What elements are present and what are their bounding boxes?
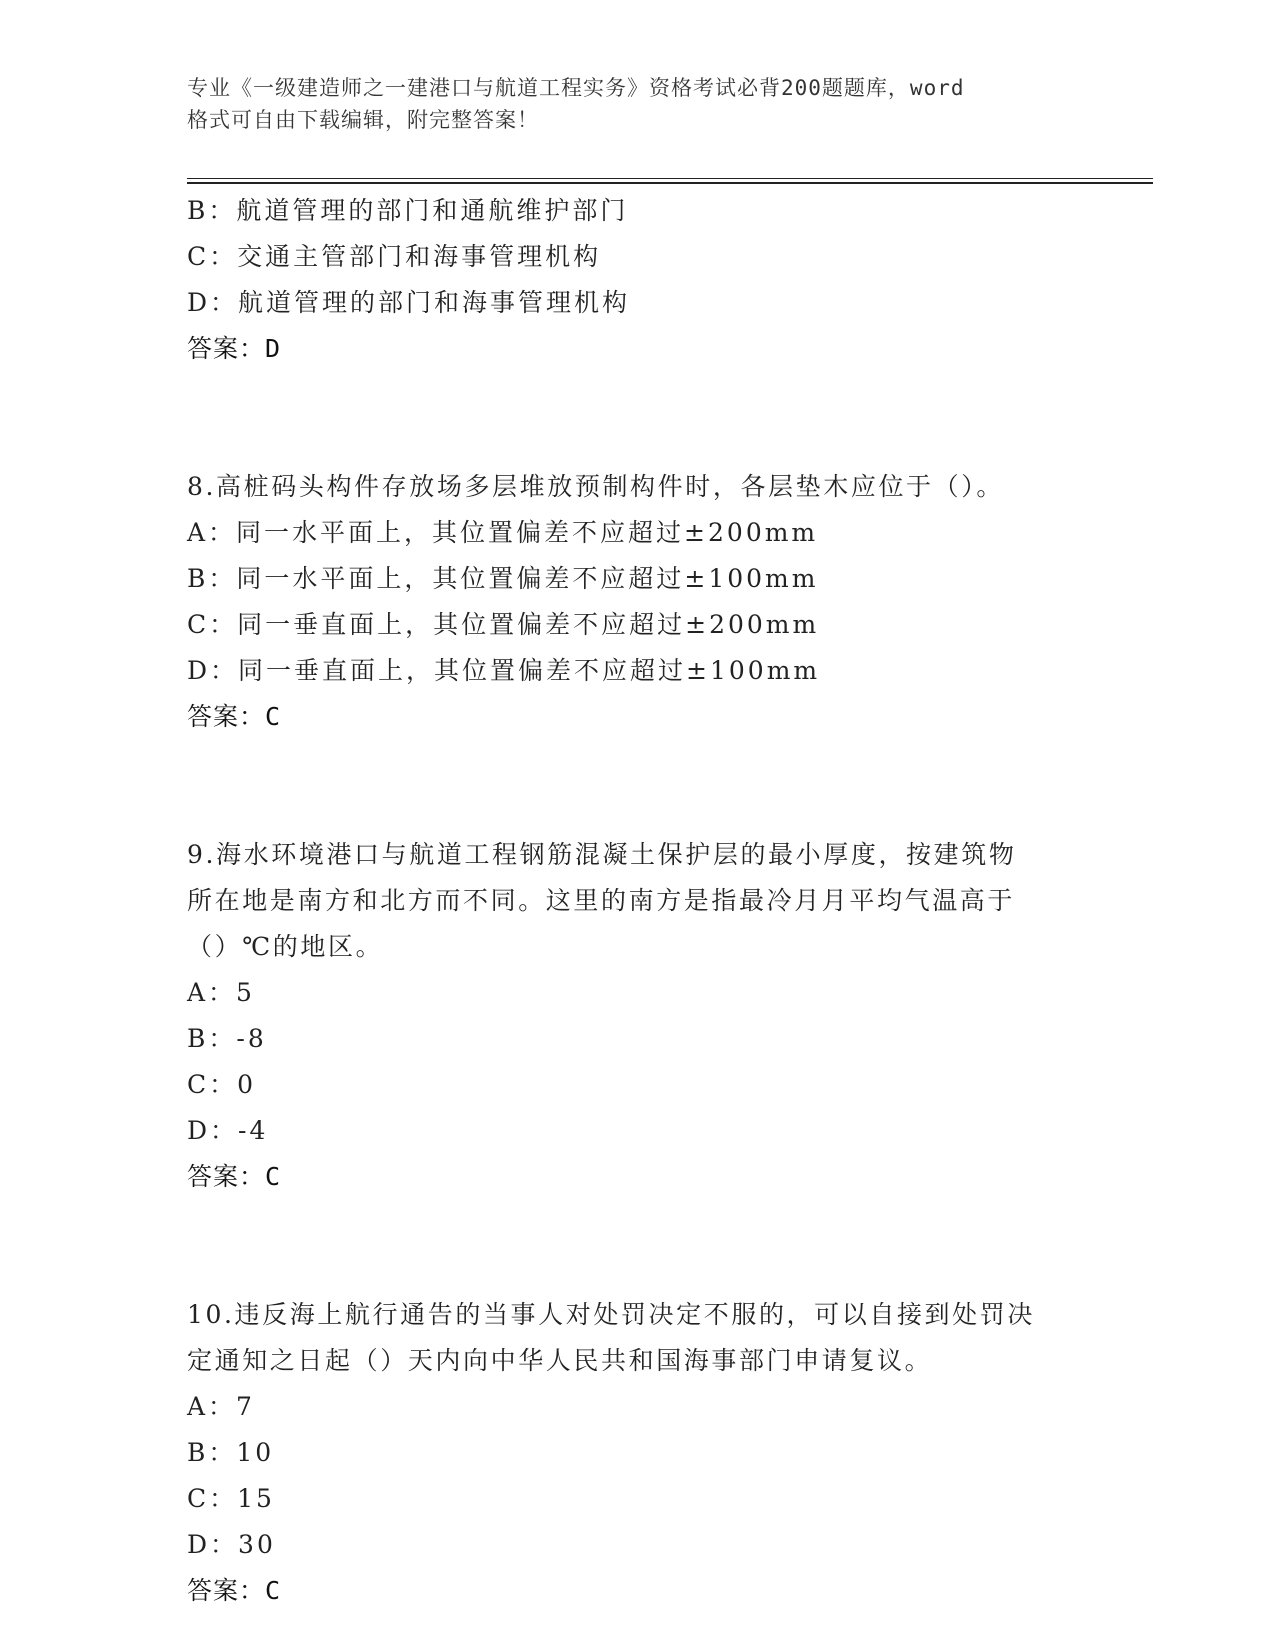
- option-c: C：同一垂直面上，其位置偏差不应超过±200mm: [187, 610, 820, 639]
- question-stem-line-3: （）℃的地区。: [187, 932, 384, 961]
- question-stem-line-2: 所在地是南方和北方而不同。这里的南方是指最冷月月平均气温高于: [187, 886, 1016, 915]
- option-b: B：10: [187, 1438, 275, 1467]
- question-9: [187, 832, 1087, 1200]
- question-stem-line-2: 定通知之日起（）天内向中华人民共和国海事部门申请复议。: [187, 1346, 933, 1375]
- document-header: [187, 72, 1067, 136]
- answer-line: [187, 326, 1087, 372]
- question-content: [187, 188, 1087, 1614]
- option-d: D：30: [187, 1530, 276, 1559]
- header-line-2: 格式可自由下载编辑，附完整答案！: [187, 108, 539, 132]
- option-b: B：同一水平面上，其位置偏差不应超过±100mm: [187, 564, 819, 593]
- option-a: A：同一水平面上，其位置偏差不应超过±200mm: [187, 518, 819, 547]
- header-divider-thick: [187, 182, 1153, 184]
- option-d: D：-4: [187, 1116, 269, 1145]
- question-spacer: [187, 1200, 1087, 1292]
- answer-line: [187, 1568, 1087, 1614]
- option-a: A：5: [187, 978, 255, 1007]
- question-stem-line-1: 9.海水环境港口与航道工程钢筋混凝土保护层的最小厚度，按建筑物: [187, 840, 1017, 869]
- answer-label: 答案：: [187, 1576, 266, 1605]
- question-spacer: [187, 372, 1087, 464]
- header-line-1: 专业《一级建造师之一建港口与航道工程实务》资格考试必背200题题库，word: [187, 76, 965, 100]
- answer-value: D: [265, 334, 282, 363]
- option-d: D：同一垂直面上，其位置偏差不应超过±100mm: [187, 656, 821, 685]
- option-d: D：航道管理的部门和海事管理机构: [187, 288, 631, 317]
- answer-line: [187, 694, 1087, 740]
- answer-label: 答案：: [187, 702, 266, 731]
- option-c: C：0: [187, 1070, 257, 1099]
- option-c: C：15: [187, 1484, 275, 1513]
- question-7-continued: [187, 188, 1087, 372]
- answer-value: C: [265, 702, 282, 731]
- question-stem: 8.高桩码头构件存放场多层堆放预制构件时，各层垫木应位于（）。: [187, 472, 1004, 501]
- option-b: B：航道管理的部门和通航维护部门: [187, 196, 629, 225]
- answer-label: 答案：: [187, 334, 266, 363]
- option-c: C：交通主管部门和海事管理机构: [187, 242, 602, 271]
- answer-value: C: [265, 1162, 282, 1191]
- option-a: A：7: [187, 1392, 255, 1421]
- question-spacer: [187, 740, 1087, 832]
- answer-line: [187, 1154, 1087, 1200]
- question-8: [187, 464, 1087, 740]
- option-b: B：-8: [187, 1024, 267, 1053]
- answer-value: C: [265, 1576, 282, 1605]
- answer-label: 答案：: [187, 1162, 266, 1191]
- question-stem-line-1: 10.违反海上航行通告的当事人对处罚决定不服的，可以自接到处罚决: [187, 1300, 1035, 1329]
- question-10: [187, 1292, 1087, 1614]
- header-divider-thin: [187, 178, 1153, 179]
